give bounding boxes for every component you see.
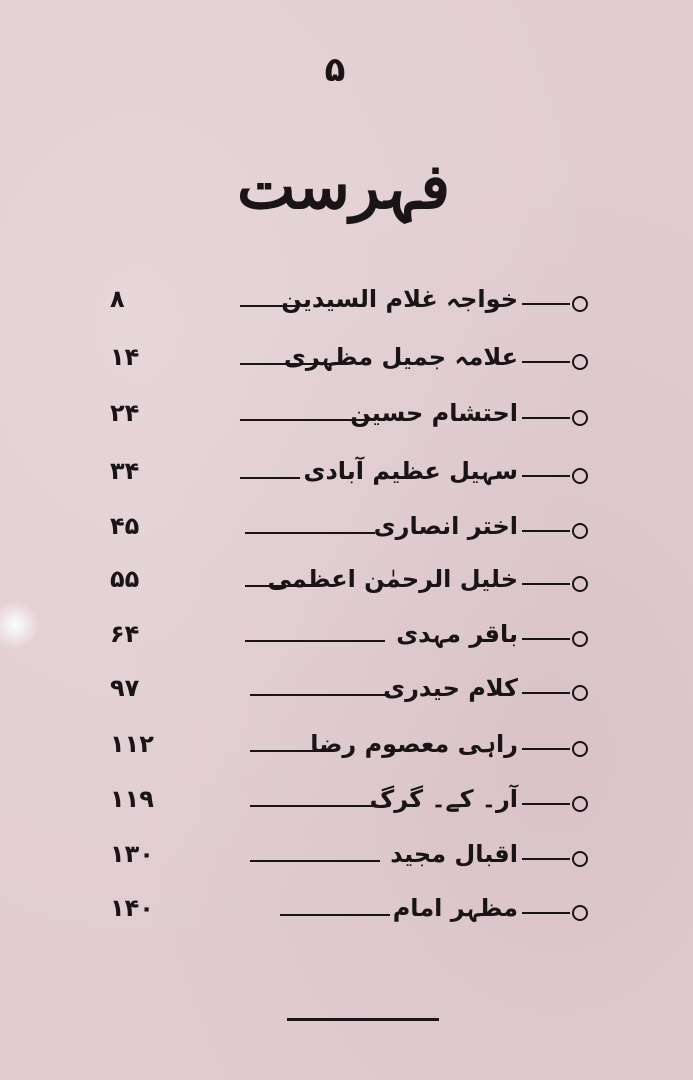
leader-line — [522, 803, 570, 805]
entry-name: اقبال مجید — [390, 840, 518, 868]
bullet-icon — [572, 296, 588, 312]
bullet-icon — [572, 576, 588, 592]
entry-page: ۱۴۰ — [110, 894, 154, 922]
bullet-icon — [572, 741, 588, 757]
entry-name: علامہ جمیل مظہری — [283, 343, 518, 371]
toc-entry — [110, 455, 600, 495]
bullet-icon — [572, 523, 588, 539]
toc-entry — [110, 283, 600, 323]
leader-line — [522, 361, 570, 363]
leader-line — [240, 363, 340, 365]
leader-line — [240, 477, 300, 479]
entry-name: احتشام حسین — [350, 399, 518, 427]
toc-entry — [110, 510, 600, 550]
leader-line — [522, 692, 570, 694]
leader-line — [245, 585, 315, 587]
toc-entry — [110, 397, 600, 437]
leader-line — [250, 694, 390, 696]
toc-entry — [110, 563, 600, 603]
toc-entry — [110, 838, 600, 878]
bullet-icon — [572, 631, 588, 647]
entry-page: ۲۴ — [110, 399, 140, 427]
entry-page: ۱۱۹ — [110, 785, 154, 813]
leader-line — [522, 303, 570, 305]
entry-name: سہیل عظیم آبادی — [303, 457, 518, 485]
entry-page: ۶۴ — [110, 620, 140, 648]
entry-page: ۱۴ — [110, 343, 140, 371]
leader-line — [250, 860, 380, 862]
page-number: ۵ — [324, 50, 346, 90]
leader-line — [522, 748, 570, 750]
entry-name: خواجہ غلام السیدین — [281, 285, 518, 313]
leader-line — [250, 750, 330, 752]
leader-line — [240, 305, 300, 307]
entry-name: راہی معصوم رضا — [310, 730, 518, 758]
leader-line — [240, 419, 370, 421]
bullet-icon — [572, 468, 588, 484]
toc-entry — [110, 341, 600, 381]
bullet-icon — [572, 796, 588, 812]
entry-page: ۳۴ — [110, 457, 140, 485]
leader-line — [522, 475, 570, 477]
page-title: فہرست — [236, 150, 450, 223]
end-divider — [287, 1018, 439, 1021]
entry-page: ۵۵ — [110, 565, 140, 593]
entry-page: ۴۵ — [110, 512, 140, 540]
entry-page: ۹۷ — [110, 674, 140, 702]
leader-line — [280, 914, 390, 916]
entry-name: باقر مہدی — [396, 620, 518, 648]
toc-entry — [110, 783, 600, 823]
entry-name: خلیل الرحمٰن اعظمی — [267, 565, 518, 593]
entry-name: کلام حیدری — [383, 674, 518, 702]
leader-line — [522, 638, 570, 640]
entry-name: آر۔ کے۔ گرگ — [369, 785, 518, 813]
toc-entry — [110, 728, 600, 768]
entry-name: مظہر امام — [392, 894, 518, 922]
toc-entry — [110, 618, 600, 658]
entry-page: ۱۳۰ — [110, 840, 154, 868]
leader-line — [250, 805, 390, 807]
toc-entry — [110, 672, 600, 712]
leader-line — [522, 530, 570, 532]
bullet-icon — [572, 410, 588, 426]
entry-page: ۸ — [110, 285, 125, 313]
leader-line — [522, 912, 570, 914]
bullet-icon — [572, 354, 588, 370]
leader-line — [245, 640, 385, 642]
leader-line — [522, 583, 570, 585]
bullet-icon — [572, 851, 588, 867]
leader-line — [245, 532, 375, 534]
entry-name: اختر انصاری — [373, 512, 518, 540]
bullet-icon — [572, 685, 588, 701]
leader-line — [522, 417, 570, 419]
bullet-icon — [572, 905, 588, 921]
toc-entry — [110, 892, 600, 932]
leader-line — [522, 858, 570, 860]
entry-page: ۱۱۲ — [110, 730, 154, 758]
